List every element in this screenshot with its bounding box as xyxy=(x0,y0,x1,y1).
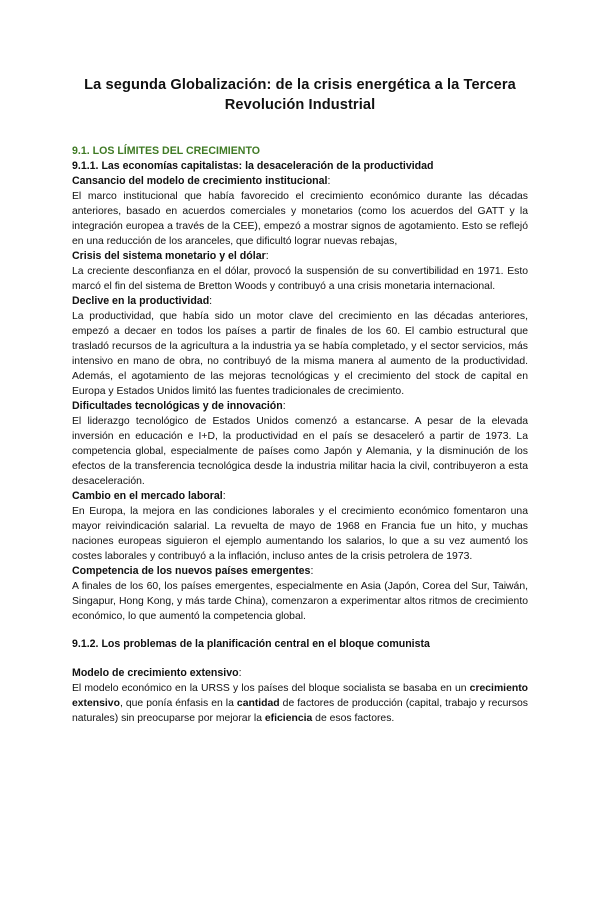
block-institutional xyxy=(72,174,528,249)
block-title: Dificultades tecnológicas y de innovación: xyxy=(72,400,286,412)
block-monetary-crisis xyxy=(72,249,528,294)
block-text: A finales de los 60, los países emergentes, especialmente en Asia (Japón, Corea del Sur, Taiwán, Singapur, Hong Kong, y más tarde China), comenzaron a experimentar altos ritmos de crecimiento económico, lo que aumentó la competencia global. xyxy=(72,581,528,622)
document-title xyxy=(72,75,528,115)
block-title: Modelo de crecimiento extensivo: xyxy=(72,667,242,679)
block-title: Cambio en el mercado laboral: xyxy=(72,490,226,502)
block-title: Cansancio del modelo de crecimiento institucional: xyxy=(72,175,331,187)
block-title: Crisis del sistema monetario y el dólar: xyxy=(72,250,269,262)
subsection-heading-1: 9.1.1. Las economías capitalistas: la desaceleración de la productividad xyxy=(72,160,434,172)
block-text: El modelo económico en la URSS y los países del bloque socialista se basaba en un crecimiento extensivo, que ponía énfasis en la cantidad de factores de producción (capital, trabajo y recursos naturales) sin preocuparse por mejorar la eficiencia de esos factores. xyxy=(72,683,528,724)
block-text: La productividad, que había sido un motor clave del crecimiento en las décadas anteriores, empezó a decaer en todos los países a partir de finales de los 60. El cambio estructural que trasladó recursos de la agricultura a la industria ya se había completado, y el sector servicios, más intensivo en mano de obra, no contribuyó de la misma manera al aumento de la productividad. Además, el agotamiento de las mejoras tecnológicas y el crecimiento del stock de capital en Europa y Estados Unidos limitó las fuentes tradicionales de crecimiento. xyxy=(72,311,528,397)
block-title: Declive en la productividad: xyxy=(72,295,213,307)
subsection-heading-2: 9.1.2. Los problemas de la planificación central en el bloque comunista xyxy=(72,638,430,650)
block-labor-market xyxy=(72,489,528,564)
block-extensive-growth xyxy=(72,666,528,726)
document-title-line-1: La segunda Globalización: de la crisis energética a la Tercera xyxy=(84,77,516,93)
block-text: La creciente desconfianza en el dólar, provocó la suspensión de su convertibilidad en 1971. Esto marcó el fin del sistema de Bretton Woods y contribuyó a una crisis monetaria internacional. xyxy=(72,266,528,292)
block-text: En Europa, la mejora en las condiciones laborales y el crecimiento económico fomentaron una mayor reivindicación salarial. La revuelta de mayo de 1968 en Francia fue un hito, y muchas naciones europeas siguieron el ejemplo aumentando los salarios, lo que a su vez aumentó los costes laborales y contribuyó a la inflación, incluso antes de la crisis petrolera de 1973. xyxy=(72,506,528,562)
block-technology xyxy=(72,399,528,489)
document-page xyxy=(0,75,600,923)
block-emerging-countries xyxy=(72,564,528,624)
section-heading: 9.1. LOS LÍMITES DEL CRECIMIENTO xyxy=(72,145,260,157)
block-text: El liderazgo tecnológico de Estados Unidos comenzó a estancarse. A pesar de la elevada inversión en educación e I+D, la productividad en el país se desaceleró a partir de 1973. La competencia global, especialmente de países como Japón y Alemania, y la disminución de los efectos de la transferencia tecnológica desde la industria militar hacia la civil, contribuyeron a esta desaceleración. xyxy=(72,416,528,487)
document-title-line-2: Revolución Industrial xyxy=(224,97,376,113)
block-text: El marco institucional que había favorecido el crecimiento económico durante las décadas anteriores, basado en acuerdos comerciales y monetarios (como los acuerdos del GATT y la integración europea a través de la CEE), empezó a mostrar signos de agotamiento. Esto se reflejó en una reducción de los aranceles, que dificultó lograr nuevas rebajas, xyxy=(72,191,528,247)
block-productivity xyxy=(72,294,528,399)
block-title: Competencia de los nuevos países emergentes: xyxy=(72,565,314,577)
